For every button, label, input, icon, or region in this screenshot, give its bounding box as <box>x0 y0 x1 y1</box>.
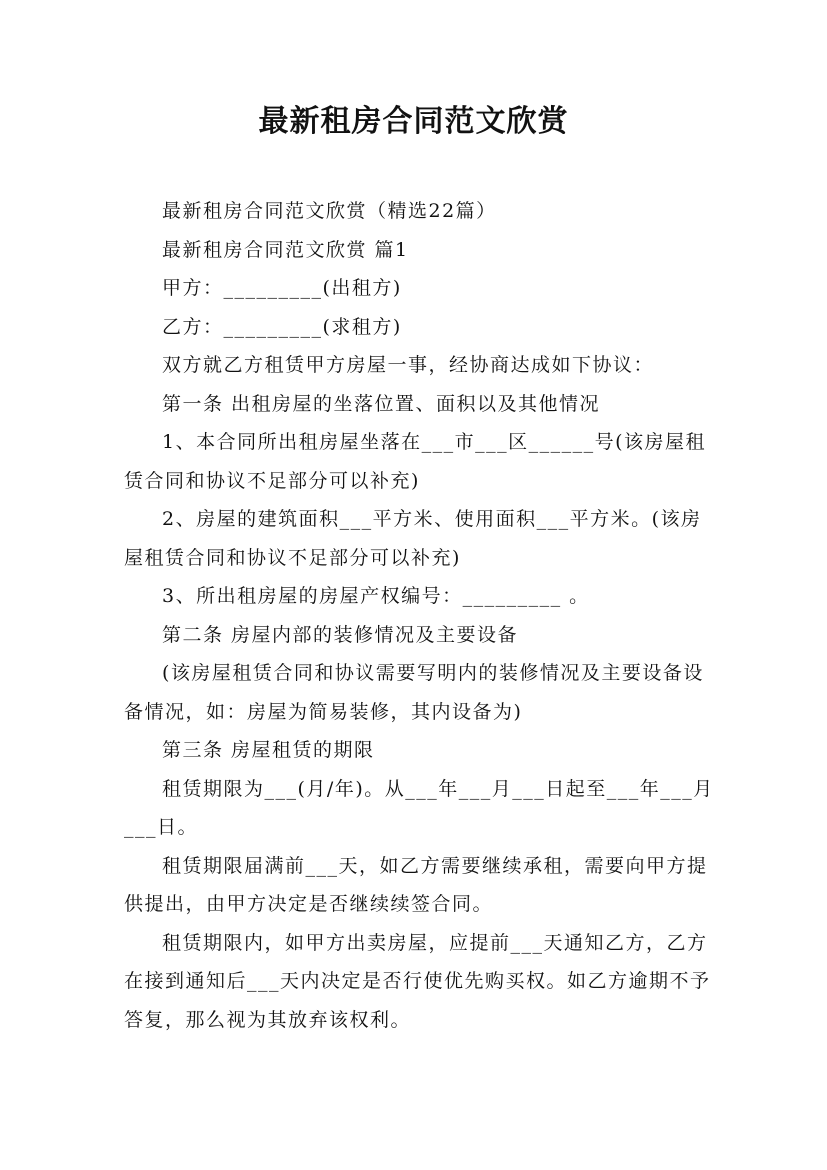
paragraph-preemption: 租赁期限内，如甲方出卖房屋，应提前___天通知乙方，乙方在接到通知后___天内决定是否行使优先购买权。如乙方逾期不予答复，那么视为其放弃该权利。 <box>124 931 711 1031</box>
paragraph-article-2: 第二条 房屋内部的装修情况及主要设备 <box>162 623 519 646</box>
paragraph-lease-renewal: 租赁期限届满前___天，如乙方需要继续承租，需要向甲方提供提出，由甲方决定是否继续续签合同。 <box>124 854 708 915</box>
paragraph-party-b: 乙方：_________(求租方) <box>162 315 402 338</box>
paragraph-clause-1-2: 2、房屋的建筑面积___平方米、使用面积___平方米。(该房屋租赁合同和协议不足部分可以补充) <box>124 508 702 569</box>
paragraph-article-2-note: (该房屋租赁合同和协议需要写明内的装修情况及主要设备设备情况，如：房屋为简易装修，其内设备为) <box>124 662 704 723</box>
paragraph-clause-1-3: 3、所出租房屋的房屋产权编号：_________ 。 <box>162 585 590 607</box>
paragraph-agreement-intro: 双方就乙方租赁甲方房屋一事，经协商达成如下协议： <box>162 354 655 376</box>
paragraph-section-heading: 最新租房合同范文欣赏 篇1 <box>162 238 409 261</box>
paragraph-article-3: 第三条 房屋租赁的期限 <box>162 739 375 761</box>
paragraph-clause-1-1: 1、本合同所出租房屋坐落在___市___区______号(该房屋租赁合同和协议不足部分可以补充) <box>124 431 707 492</box>
document-body <box>124 192 714 1039</box>
document-title: 最新租房合同范文欣赏 <box>258 104 569 139</box>
paragraph-subtitle: 最新租房合同范文欣赏（精选22篇） <box>162 200 497 222</box>
paragraph-lease-term: 租赁期限为___(月/年)。从___年___月___日起至___年___月___日。 <box>124 777 714 838</box>
paragraph-article-1: 第一条 出租房屋的坐落位置、面积以及其他情况 <box>162 392 601 415</box>
paragraph-party-a: 甲方：_________(出租方) <box>162 277 402 299</box>
